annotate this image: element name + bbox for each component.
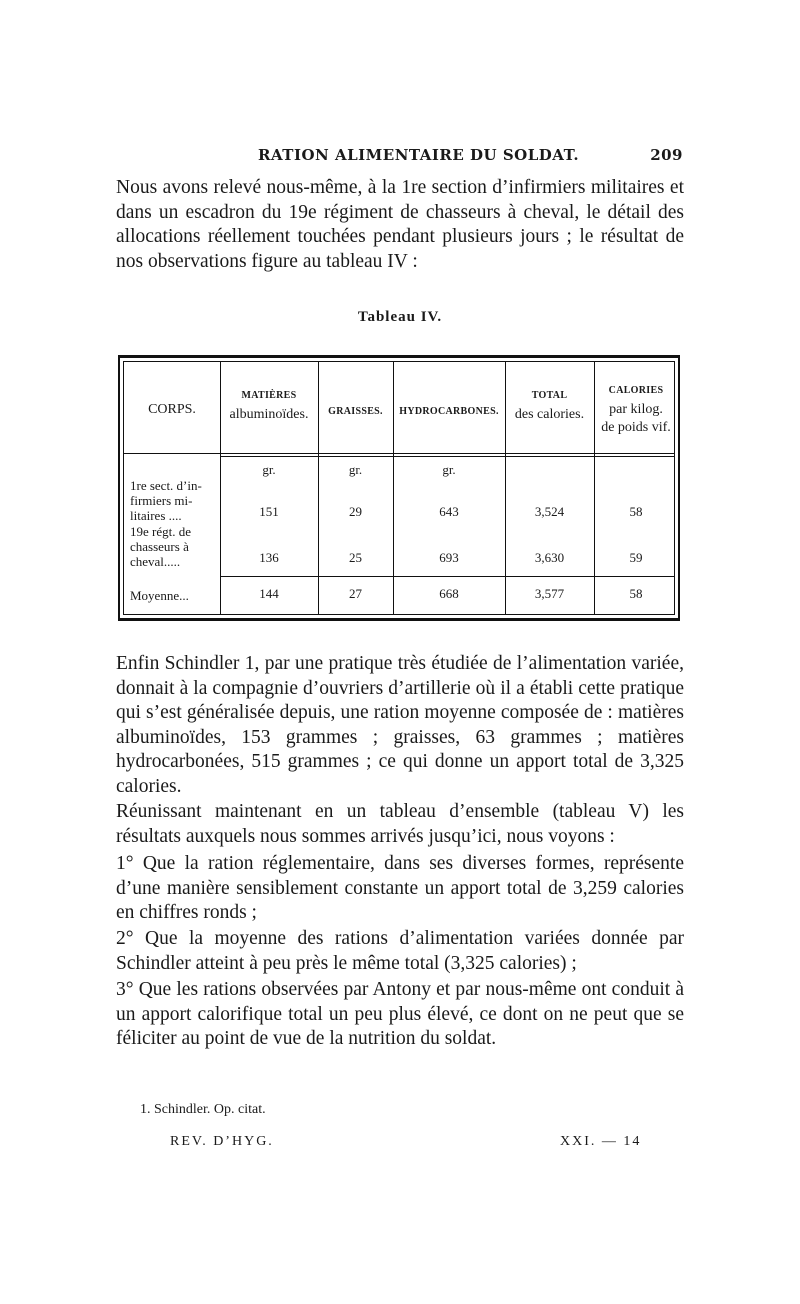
unit-matieres: gr. [262,462,276,477]
header-matieres: MATIÈRES [241,390,297,401]
signature-right: XXI. — 14 [560,1134,642,1149]
header-total: TOTAL [531,390,568,401]
avg-total: 3,577 [534,586,565,601]
avg-graisses: 27 [349,586,362,601]
row-label-line: 19e régt. de [130,524,192,539]
header-rule [124,453,674,454]
cell-matieres: 151 [259,504,279,519]
signature-left: REV. D’HYG. [170,1134,274,1149]
avg-calories: 58 [629,586,643,601]
cell-hydro: 693 [439,550,459,565]
cell-calories: 59 [629,550,643,565]
header-matieres-sub: albuminoïdes. [229,407,309,422]
header-calories-sub2: de poids vif. [601,420,671,435]
cell-calories: 58 [629,504,643,519]
cell-total: 3,524 [534,504,565,519]
header-rule [220,456,674,457]
cell-graisses: 25 [349,550,362,565]
schindler-paragraph: Enfin Schindler 1, par une pratique très étudiée de l’alimentation variée, donnait à la compagnie d’ouvriers d’artillerie où il a établi cette pratique qui s’est généralisée depuis, une ration moyenne composée de : matières albuminoïdes, 153 grammes ; graisses, 63 grammes ; matières hydrocarbonées, 515 grammes ; ce qui donne un apport total de 3,325 calories. [116,653,684,797]
cell-total: 3,630 [534,550,565,565]
header-hydrocarbones: HYDROCARBONES. [399,406,499,417]
header-calories: CALORIES [608,385,664,396]
footnote: 1. Schindler. Op. citat. [140,1102,266,1117]
intro-paragraph: Nous avons relevé nous-même, à la 1re section d’infirmiers militaires et dans un escadron du 19e régiment de chasseurs à cheval, le détail des allocations réellement touchées pendant plusieurs jours ; le résultat de nos observations figure au tableau IV : [116,177,684,272]
header-total-sub: des calories. [514,407,585,422]
header-corps: CORPS. [148,402,196,417]
row-label-line: cheval..... [130,554,181,569]
header-calories-sub: par kilog. [609,402,663,417]
average-label: Moyenne... [130,588,189,603]
page-number: 209 [650,146,683,164]
reunissant-paragraph: Réunissant maintenant en un tableau d’ensemble (tableau V) les résultats auxquels nous sommes arrivés jusqu’ici, nous voyons : [116,801,684,847]
row-label-line: 1re sect. d’in- [130,478,202,493]
average-rule [220,576,674,577]
cell-matieres: 136 [259,550,279,565]
avg-matieres: 144 [259,586,279,601]
avg-hydro: 668 [439,586,459,601]
row-label-line: litaires .... [130,508,182,523]
unit-graisses: gr. [348,462,363,477]
point-1-paragraph: 1° Que la ration réglementaire, dans ses diverses formes, représente d’une manière sensiblement constante un apport total de 3,259 calories en chiffres ronds ; [116,853,684,923]
unit-hydro: gr. [442,462,456,477]
cell-graisses: 29 [349,504,362,519]
row-label [130,478,220,523]
row-label-line: chasseurs à [130,539,189,554]
cell-hydro: 643 [439,504,459,519]
table-title: Tableau IV. [357,309,443,325]
row-label [130,524,220,569]
point-3-paragraph: 3° Que les rations observées par Antony et par nous-même ont conduit à un apport calorifique total un peu plus élevé, ce dont on ne peut que se féliciter au point de vue de la nutrition du soldat. [116,979,684,1049]
running-head [118,146,683,170]
point-2-paragraph: 2° Que la moyenne des rations d’alimentation variées donnée par Schindler atteint à peu près le même total (3,325 calories) ; [116,928,684,974]
header-graisses: GRAISSES. [328,406,383,417]
table-iv [118,355,680,621]
running-title: RATION ALIMENTAIRE DU SOLDAT. [258,146,580,164]
row-label-line: firmiers mi- [130,493,193,508]
